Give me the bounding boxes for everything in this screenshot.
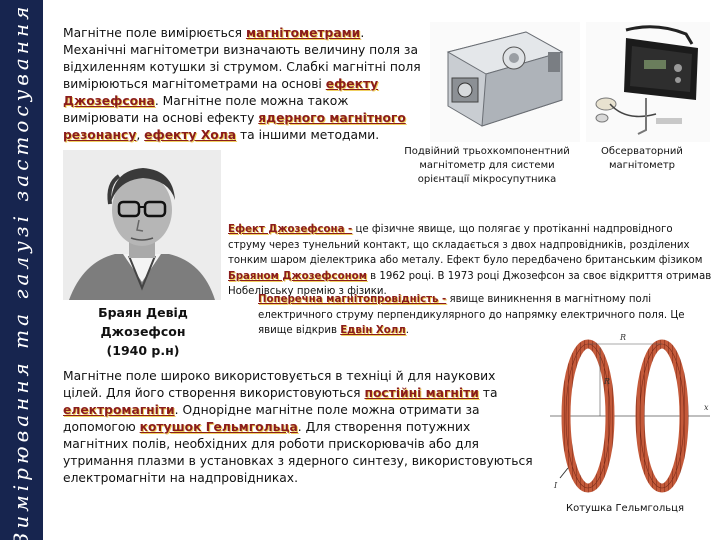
helmholtz-coil-diagram xyxy=(540,328,718,498)
portrait-name: Браян Девід Джозефсон xyxy=(98,305,188,339)
sidebar-band xyxy=(0,0,43,547)
helmholtz-caption: Котушка Гельмгольця xyxy=(565,503,685,514)
josephson-effect-term[interactable]: Ефект Джозефсона - xyxy=(228,224,353,235)
current-label: I xyxy=(554,481,558,490)
josephson-effect-paragraph: Ефект Джозефсона - це фізичне явище, що полягає у протіканні надпровідного струму через тунельний контакт, що складається з двох надпровідників, розділених тонким шаром діелектрика або металу. Ефект було передбачено британським фізиком Браяном Джозефсоном в 1962 році. В 1973 році Джозефсон за своє відкриття отримав Нобелівську премію з фізики. xyxy=(228,224,712,297)
helmholtz-coils-link[interactable]: котушок Гельмгольца xyxy=(139,420,298,434)
edwin-hall-link[interactable]: Едвін Холл xyxy=(340,325,406,336)
nmr-link[interactable]: ядерного магнітного резонансу xyxy=(63,111,406,142)
hall-effect-paragraph: Поперечна магнітопровідність - явище виникнення в магнітному полі електричного струму перпендикулярного до напрямку електричного поля. Це явище відкрив Едвін Холл. xyxy=(258,294,685,336)
hall-effect-link[interactable]: ефекту Хола xyxy=(144,128,237,142)
applications-paragraph: Магнітне поле широко використовується в техніці й для наукових цілей. Для його створення використовуються постійні магніти та електромагніти. Однорідне магнітне поле можна отримати за допомогою котушок Гельмгольца. Для створення потужних магнітних полів, необхідних для роботи прискорювачів або для утримання плазми в установках з ядерного синтезу, використовуються електромагніти на надпровідниках. xyxy=(63,369,533,485)
transverse-magnetoconductivity-term[interactable]: Поперечна магнітопровідність - xyxy=(258,294,447,305)
magnetometer-photo xyxy=(430,22,580,142)
electromagnets-link[interactable]: електромагніти xyxy=(63,403,175,417)
magnetometer-caption: Подвійний трьохкомпонентний магнітометр для системи орієнтації мікросупутника xyxy=(404,146,570,185)
josephson-effect-link[interactable]: ефекту Джозефсона xyxy=(63,77,379,108)
permanent-magnets-link[interactable]: постійні магніти xyxy=(364,386,479,400)
intro-paragraph: Магнітне поле вимірюється магнітометрами. Механічні магнітометри визначають величину поля за відхиленням котушки зі струмом. Слабкі магнітні поля вимірюються магнітометрами на основі ефекту Джозефсона. Магнітне поле можна також вимірювати на основі ефекту ядерного магнітного резонансу, ефекту Хола та іншими методами. xyxy=(63,26,421,142)
radius-top-label: R xyxy=(620,333,627,342)
sidebar-title: Вимірювання та галузі застосування xyxy=(9,2,33,547)
portrait-years: (1940 р.н) xyxy=(106,343,180,358)
radius-label: R xyxy=(604,377,611,386)
josephson-portrait xyxy=(63,150,221,300)
axis-x-label: x xyxy=(704,403,709,412)
portrait-caption xyxy=(54,303,232,360)
observatory-magnetometer-photo xyxy=(586,22,710,142)
magnetometers-link[interactable]: магнітометрами xyxy=(245,26,361,40)
brian-josephson-link[interactable]: Браяном Джозефсоном xyxy=(228,270,367,282)
observatory-caption: Обсерваторний магнітометр xyxy=(601,146,683,171)
